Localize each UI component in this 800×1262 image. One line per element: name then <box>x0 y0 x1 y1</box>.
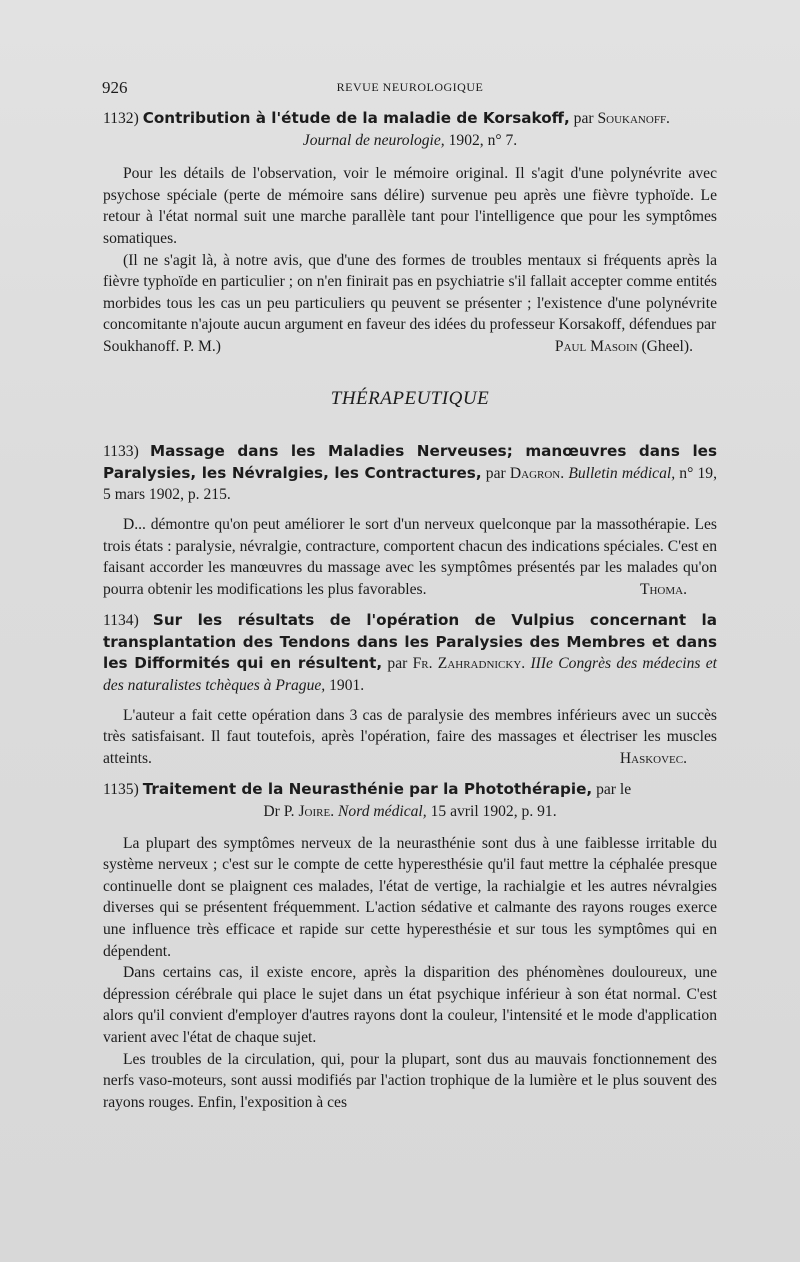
entry-1135-par: par le <box>596 781 632 799</box>
entry-1135-paragraph-1: La plupart des symptômes nerveux de la neurasthénie sont dus à une faiblesse irritable du système nerveux ; c'est sur le compte de cette hyperesthésie qu'il faut mettre la céphalée presque continuelle dont se plaignent ces malades, l'état de vertige, la rachialgie et les autres névralgies diverses qui se présentent fréquemment. L'action sédative et calmante des rayons rouges exerce une influence très efficace et rapide sur cette hyperesthésie et sur tous les symptômes qui en dépendent. <box>103 834 717 960</box>
entry-1134-journal: IIIe Congrès des médecins et des naturalistes tchèques à Prague, <box>103 655 717 695</box>
entry-1133-number: 1133) <box>103 443 139 461</box>
entry-1135-author-prefix: Dr P. <box>263 803 295 821</box>
entry-1134-journal-detail: 1901. <box>329 677 365 695</box>
entry-1135-journal: Nord médical, <box>338 803 427 821</box>
page-content <box>103 108 717 1113</box>
entry-1135-paragraph-3: Les troubles de la circulation, qui, pour la plupart, sont dus au mauvais fonctionnement des nerfs vaso-moteurs, sont aussi modifiés par l'action trophique de la lumière et le plus souvent des rayons rouges. Enfin, l'exposition à ces <box>103 1050 717 1111</box>
entry-1132-signature-block <box>555 336 693 358</box>
page-header <box>100 78 720 98</box>
entry-1133-heading <box>103 441 717 506</box>
entry-1133-journal: Bulletin médical, <box>568 464 676 482</box>
entry-1132-signature-place: (Gheel). <box>641 337 693 355</box>
entry-1134-heading <box>103 610 717 696</box>
entry-1132-paragraph-2-end: Soukhanoff. P. M.) <box>103 337 221 355</box>
page-number: 926 <box>102 78 128 97</box>
entry-1132-title: Contribution à l'étude de la maladie de Korsakoff, <box>142 109 570 127</box>
entry-1134-author: Fr. Zahradnicky. <box>412 655 526 673</box>
entry-1133-paragraph-1-text: D... démontre qu'on peut améliorer le sort d'un nerveux quelconque par la massothérapie. Les trois états : paralysie, névralgie, contracture, comportent chacun des indications spéciales. C'est en faisant accorder les manœuvres du massage avec les symptômes présentés par les malades qu'on pourra obtenir les modifications les plus favorables. <box>103 515 717 598</box>
entry-1132-par: par <box>573 110 594 127</box>
entry-1132-journal-detail: 1902, n° 7. <box>448 131 518 149</box>
entry-1132-paragraph-1: Pour les détails de l'observation, voir le mémoire original. Il s'agit d'une polynévrite avec psychose spéciale (perte de mémoire sans délire) survenue peu après une fièvre typhoïde. Le retour à l'état normal suit une marche parallèle tant pour l'intelligence que pour les symptômes somatiques. <box>103 165 717 247</box>
entry-1132-paragraph-2: (Il ne s'agit là, à notre avis, que d'une des formes de troubles mentaux si fréquents après la fièvre typhoïde en particulier ; on n'en finirait pas en psychiatrie s'il fallait accepter comme entités morbides tous les cas un peu particuliers qu peuvent se présenter ; l'existence d'une polynévrite concomitante n'ajoute aucun argument en faveur des idées du professeur Korsakoff, défendues par <box>103 251 717 334</box>
entry-1132-number: 1132) <box>103 110 139 127</box>
entry-1134-paragraph-1 <box>103 705 717 770</box>
entry-1132-author: Soukanoff. <box>597 110 670 127</box>
entry-1134-title: Sur les résultats de l'opération de Vulpius concernant la transplantation des Tendons dans les Paralysies des Membres et dans les Difformités qui en résultent, <box>103 611 717 673</box>
entry-1133-author: Dagron. <box>509 464 565 482</box>
entry-1132-signature: Paul Masoin <box>554 337 638 355</box>
entry-1135-heading <box>103 779 717 801</box>
entry-1133-paragraph-1 <box>103 514 717 600</box>
entry-1133-title: Massage dans les Maladies Nerveuses; manœuvres dans les Paralysies, les Névralgies, les Contractures, <box>103 442 717 482</box>
entry-1134-signature: Haskovec. <box>619 749 687 767</box>
entry-1133-par: par <box>485 464 506 482</box>
entry-1135-number: 1135) <box>103 781 139 799</box>
entry-1132-journal: Journal de neurologie, <box>302 131 445 149</box>
entry-1135-author: Joire. <box>298 803 335 821</box>
entry-1134-par: par <box>387 655 408 673</box>
entry-1132-heading <box>103 108 717 130</box>
entry-1134-number: 1134) <box>103 612 139 630</box>
section-title: THÉRAPEUTIQUE <box>330 387 490 409</box>
entry-1132-journal-line <box>103 130 717 152</box>
entry-1133-signature: Thoma. <box>639 580 687 598</box>
entry-1132-closing-line <box>103 336 717 358</box>
entry-1135-journal-detail: 15 avril 1902, p. 91. <box>430 803 557 821</box>
entry-1135-paragraph-2: Dans certains cas, il existe encore, après la disparition des phénomènes douloureux, une dépression cérébrale qui place le sujet dans un état psychique inférieur à son état normal. C'est alors qu'il convient d'employer d'autres rayons dont la couleur, l'intensité et le mode d'application varient avec l'état de chaque sujet. <box>103 964 717 1046</box>
entry-1135-title: Traitement de la Neurasthénie par la Photothérapie, <box>142 780 593 799</box>
entry-1135-source-line <box>103 801 717 823</box>
entry-1133-journal-detail: n° 19, 5 mars 1902, p. 215. <box>103 464 717 504</box>
entry-1134-paragraph-1-text: L'auteur a fait cette opération dans 3 cas de paralysie des membres inférieurs avec un succès très satisfaisant. Il faut toutefois, après l'opération, faire des massages et électriser les muscles atteints. <box>103 706 717 767</box>
running-head: REVUE NEUROLOGIQUE <box>336 80 484 94</box>
